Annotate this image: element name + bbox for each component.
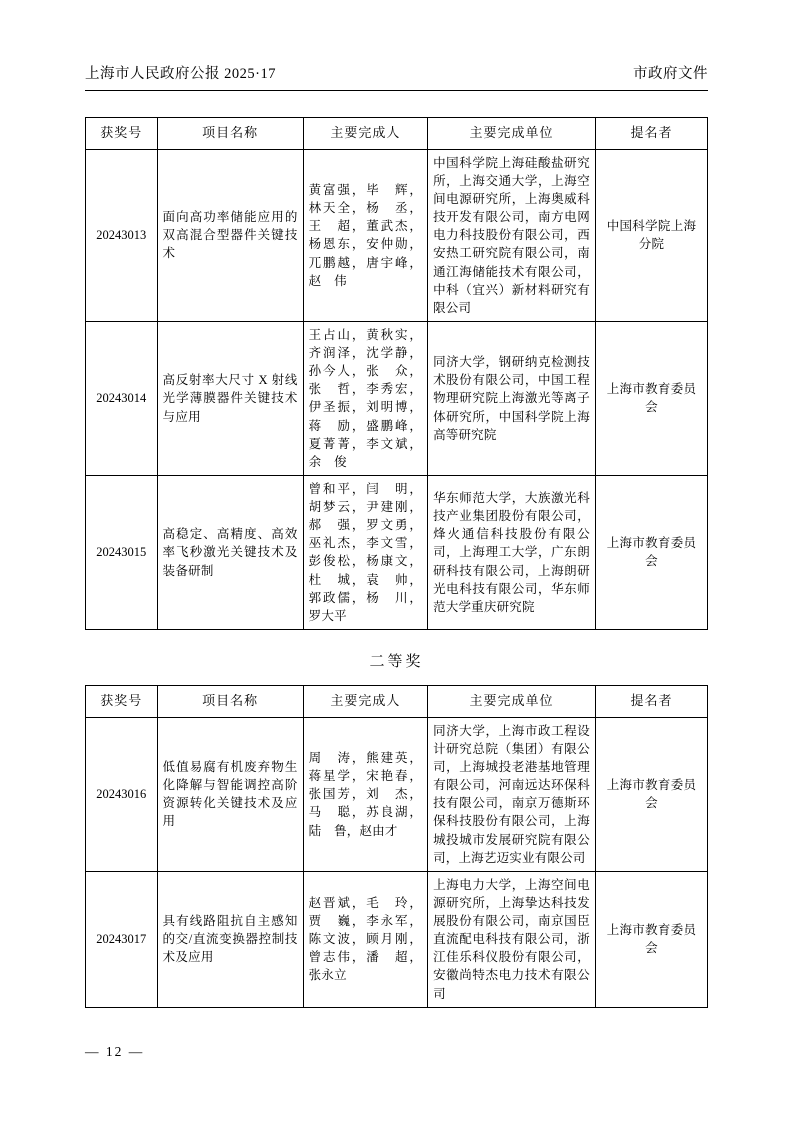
header-right-text: 市政府文件 xyxy=(633,66,708,82)
cell-award-id: 20243016 xyxy=(86,717,158,871)
cell-project-title: 面向高功率储能应用的双高混合型器件关键技术 xyxy=(157,149,303,321)
cell-main-organizations: 上海电力大学，上海空间电源研究所，上海挚达科技发展股份有限公司，南京国臣直流配电科技有限公司，浙江佳乐科仪股份有限公司，安徽尚特杰电力技术有限公司 xyxy=(428,871,596,1007)
table-row xyxy=(86,717,708,871)
column-header-title: 项目名称 xyxy=(157,685,303,717)
cell-project-title: 低值易腐有机废弃物生化降解与智能调控高阶资源转化关键技术及应用 xyxy=(157,717,303,871)
cell-project-title: 具有线路阻抗自主感知的交/直流变换器控制技术及应用 xyxy=(157,871,303,1007)
column-header-nominator: 提名者 xyxy=(596,685,708,717)
cell-award-id: 20243015 xyxy=(86,475,158,629)
table-row xyxy=(86,149,708,321)
cell-project-title: 高稳定、高精度、高效率飞秒激光关键技术及装备研制 xyxy=(157,475,303,629)
table-header-row xyxy=(86,685,708,717)
column-header-org: 主要完成单位 xyxy=(428,685,596,717)
first-award-table-wrapper xyxy=(85,117,708,630)
section-label-second-prize: 二等奖 xyxy=(369,653,424,670)
table-row xyxy=(86,871,708,1007)
cell-main-organizations: 同济大学，钢研纳克检测技术股份有限公司，中国工程物理研究院上海激光等离子体研究所，中国科学院上海高等研究院 xyxy=(428,321,596,475)
header-rule xyxy=(85,90,708,91)
header-left-text: 上海市人民政府公报 2025·17 xyxy=(85,66,276,82)
table-row xyxy=(86,321,708,475)
cell-award-id: 20243013 xyxy=(86,149,158,321)
cell-nominator: 上海市教育委员会 xyxy=(596,321,708,475)
cell-project-title: 高反射率大尺寸 X 射线光学薄膜器件关键技术与应用 xyxy=(157,321,303,475)
page-number: — 12 — xyxy=(85,1044,145,1059)
table-header-row xyxy=(86,118,708,150)
cell-main-organizations: 同济大学，上海市政工程设计研究总院（集团）有限公司，上海城投老港基地管理有限公司，河南远达环保科技有限公司，南京万德斯环保科技股份有限公司，上海城投城市发展研究院有限公司，上海艺迈实业有限公司 xyxy=(428,717,596,871)
column-header-id: 获奖号 xyxy=(86,118,158,150)
column-header-title: 项目名称 xyxy=(157,118,303,150)
cell-main-organizations: 华东师范大学，大族激光科技产业集团股份有限公司，烽火通信科技股份有限公司，上海理工大学，广东朗研科技有限公司，上海朗研光电科技有限公司，华东师范大学重庆研究院 xyxy=(428,475,596,629)
column-header-nominator: 提名者 xyxy=(596,118,708,150)
cell-nominator: 上海市教育委员会 xyxy=(596,717,708,871)
table-row xyxy=(86,475,708,629)
cell-award-id: 20243017 xyxy=(86,871,158,1007)
cell-nominator: 上海市教育委员会 xyxy=(596,871,708,1007)
cell-nominator: 上海市教育委员会 xyxy=(596,475,708,629)
cell-main-contributors: 周 涛，熊建英，蒋星学，宋艳春，张国芳，刘 杰，马 聪，苏良湖，陆 鲁，赵由才 xyxy=(303,717,427,871)
running-header xyxy=(85,0,708,83)
award-table-second xyxy=(85,685,708,1008)
cell-main-contributors: 王占山，黄秋实，齐润泽，沈学静，孙今人，张 众，张 哲，李秀宏，伊圣振，刘明博，蒋 励，盛鹏峰，夏菁菁，李文斌，余 俊 xyxy=(303,321,427,475)
column-header-people: 主要完成人 xyxy=(303,685,427,717)
column-header-id: 获奖号 xyxy=(86,685,158,717)
cell-award-id: 20243014 xyxy=(86,321,158,475)
cell-main-contributors: 赵晋斌，毛 玲，贾 巍，李永军，陈文波，顾月刚，曾志伟，潘 超，张永立 xyxy=(303,871,427,1007)
award-table-first xyxy=(85,117,708,630)
page-footer xyxy=(0,1044,793,1060)
column-header-org: 主要完成单位 xyxy=(428,118,596,150)
column-header-people: 主要完成人 xyxy=(303,118,427,150)
cell-main-organizations: 中国科学院上海硅酸盐研究所，上海交通大学，上海空间电源研究所，上海奥威科技开发有限公司，南方电网电力科技股份有限公司，西安热工研究院有限公司，南通江海储能技术有限公司，中科（宜兴）新材料研究有限公司 xyxy=(428,149,596,321)
cell-main-contributors: 黄富强，毕 辉，林天全，杨 丞，王 超，董武杰，杨恩东，安仲勋，兀鹏越，唐宇峰，赵 伟 xyxy=(303,149,427,321)
cell-main-contributors: 曾和平，闫 明，胡梦云，尹建刚，郝 强，罗文勇，巫礼杰，李文雪，彭俊松，杨康文，杜 城，袁 帅，郭政儒，杨 川，罗大平 xyxy=(303,475,427,629)
cell-nominator: 中国科学院上海分院 xyxy=(596,149,708,321)
